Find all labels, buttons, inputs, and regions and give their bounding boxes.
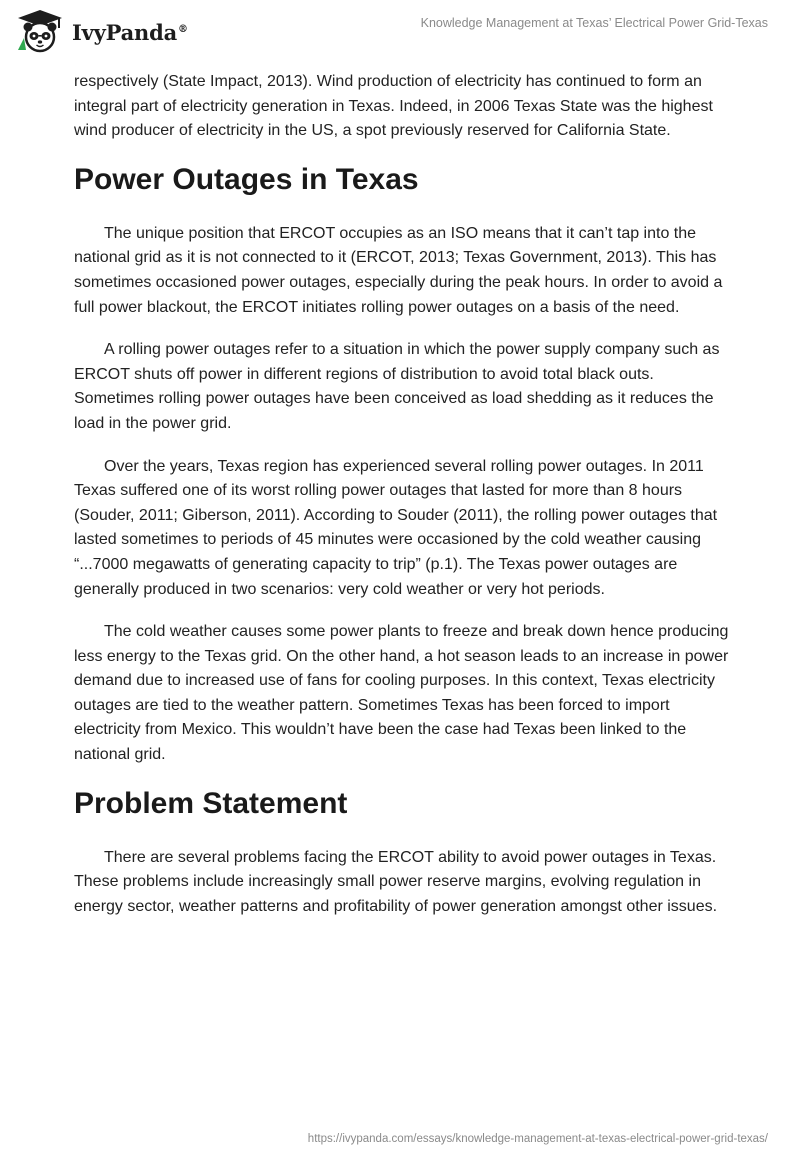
registered-mark: ®	[178, 23, 188, 35]
brand-name: IvyPanda®	[72, 19, 188, 45]
paragraph: A rolling power outages refer to a situation in which the power supply company such as ERCOT shuts off power in different regions of distribution to avoid total black outs. Sometimes rolling power outages have been conceived as load shedding as it reduces the load in the power grid.	[74, 341, 720, 432]
paragraph: Over the years, Texas region has experienced several rolling power outages. In 2011 Texas suffered one of its worst rolling power outages that lasted for more than 8 hours (Souder, 2011; Giberson, 2011). According to Souder (2011), the rolling power outages that lasted sometimes to periods of 45 minutes were occasioned by the cold weather causing “...7000 megawatts of generating capacity to trip” (p.1). The Texas power outages are generally produced in two scenarios: very cold weather or very hot periods.	[74, 457, 718, 598]
essay-content	[74, 70, 734, 937]
paragraph: There are several problems facing the ERCOT ability to avoid power outages in Texas. These problems include increasingly small power reserve margins, evolving regulation in energy sector, weather patterns and profitability of power generation amongst other issues.	[74, 848, 718, 915]
paragraph: The cold weather causes some power plants to freeze and break down hence producing less energy to the Texas grid. On the other hand, a hot season leads to an increase in power demand due to increased use of fans for cooling purposes. In this context, Texas electricity outages are tied to the weather pattern. Sometimes Texas has been forced to import electricity from Mexico. This wouldn’t have been the case had Texas been linked to the national grid.	[74, 623, 729, 764]
panda-graduate-icon	[14, 8, 66, 56]
footer-source-link[interactable]: https://ivypanda.com/essays/knowledge-management-at-texas-electrical-power-grid-texas/	[307, 1133, 768, 1145]
page-header	[0, 0, 800, 62]
section-heading-power-outages: Power Outages in Texas	[74, 162, 419, 196]
ivypanda-logo[interactable]	[14, 8, 188, 56]
document-title: Knowledge Management at Texas’ Electrical Power Grid-Texas	[420, 16, 768, 30]
section-heading-problem-statement: Problem Statement	[74, 786, 348, 820]
intro-paragraph: respectively (State Impact, 2013). Wind production of electricity has continued to form an integral part of electricity generation in Texas. Indeed, in 2006 Texas State was the highest wind producer of electricity in the US, a spot previously reserved for California State.	[74, 73, 713, 140]
paragraph: The unique position that ERCOT occupies as an ISO means that it can’t tap into the national grid as it is not connected to it (ERCOT, 2013; Texas Government, 2013). This has sometimes occasioned power outages, especially during the peak hours. In order to avoid a full power blackout, the ERCOT initiates rolling power outages on a basis of the need.	[74, 224, 723, 316]
